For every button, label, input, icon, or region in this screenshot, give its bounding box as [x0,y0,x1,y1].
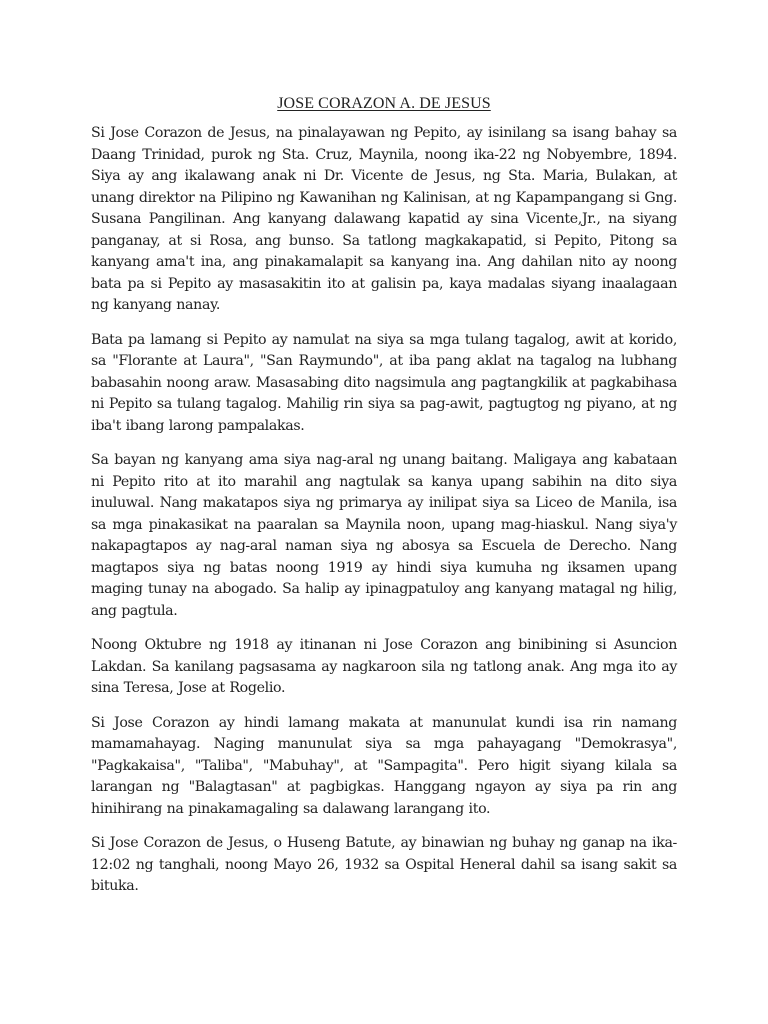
paragraph-childhood: Bata pa lamang si Pepito ay namulat na siya sa mga tulang tagalog, awit at korido, sa "Florante at Laura", "San Raymundo", at iba pang aklat na tagalog na lubhang babasahin noong araw. Masasabing dito nagsimula ang pagtangkilik at pagkabihasa ni Pepito sa tulang tagalog. Mahilig rin siya sa pag-awit, pagtugtog ng piyano, at ng iba't ibang larong pampalakas. [91,331,677,434]
paragraph-marriage: Noong Oktubre ng 1918 ay itinanan ni Jose Corazon ang binibining si Asuncion Lakdan. Sa kanilang pagsasama ay nagkaroon sila ng tatlong anak. Ang mga ito ay sina Teresa, Jose at Rogelio. [91,637,677,696]
paragraph-journalism: Si Jose Corazon ay hindi lamang makata at manunulat kundi isa rin namang mamamahayag. Naging manunulat siya sa mga pahayagang "Demokrasya", "Pagkakaisa", "Taliba", "Mabuhay", at "Sampagita". Pero higit siyang kilala sa larangan ng "Balagtasan" at pagbigkas. Hanggang ngayon ay siya pa rin ang hinihirang na pinakamagaling sa dalawang larangang ito. [91,714,677,817]
document-body [91,93,677,911]
paragraph-birth: Si Jose Corazon de Jesus, na pinalayawan ng Pepito, ay isinilang sa isang bahay sa Daang Trinidad, purok ng Sta. Cruz, Maynila, noong ika-22 ng Nobyembre, 1894. Siya ay ang ikalawang anak ni Dr. Vicente de Jesus, ng Sta. Maria, Bulakan, at unang direktor na Pilipino ng Kawanihan ng Kalinisan, at ng Kapampangang si Gng. Susana Pangilinan. Ang kanyang dalawang kapatid ay sina Vicente,Jr., na siyang panganay, at si Rosa, ang bunso. Sa tatlong magkakapatid, si Pepito, Pitong sa kanyang ama't ina, ang pinakamalapit sa kanyang ina. Ang dahilan nito ay noong bata pa si Pepito ay masasakitin ito at galisin pa, kaya madalas siyang inaalagaan ng kanyang nanay. [91,125,677,313]
paragraph-death: Si Jose Corazon de Jesus, o Huseng Batute, ay binawian ng buhay ng ganap na ika-12:02 ng tanghali, noong Mayo 26, 1932 sa Ospital Heneral dahil sa isang sakit sa bituka. [91,835,677,894]
paragraph-education: Sa bayan ng kanyang ama siya nag-aral ng unang baitang. Maligaya ang kabataan ni Pepito rito at ito marahil ang nagtulak sa kanya upang sabihin na dito siya inuluwal. Nang makatapos siya ng primarya ay inilipat siya sa Liceo de Manila, isa sa mga pinakasikat na paaralan sa Maynila noon, upang mag-hiaskul. Nang siya'y nakapagtapos ay nag-aral naman siya ng abosya sa Escuela de Derecho. Nang magtapos siya ng batas noong 1919 ay hindi siya kumuha ng iksamen upang maging tunay na abogado. Sa halip ay ipinagpatuloy ang kanyang matagal ng hilig, ang pagtula. [91,452,677,619]
document-title: JOSE CORAZON A. DE JESUS [277,95,491,112]
